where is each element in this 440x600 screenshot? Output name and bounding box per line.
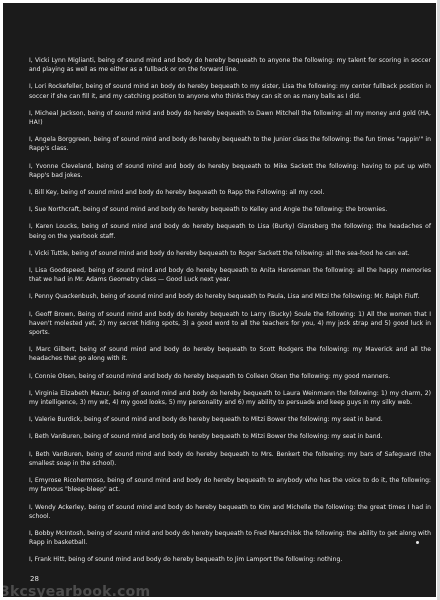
will-paragraph: I, Bill Key, being of sound mind and body do hereby bequeath to Rapp the Following: all my cool. — [29, 189, 325, 197]
will-paragraph: I, Marc Gilbert, being of sound mind and body do hereby bequeath to Scott Rodgers the following: my Maverick and all the headaches that go along with it. — [29, 346, 431, 363]
will-paragraph: I, Angela Borggreen, being of sound mind and body do hereby bequeath to the Junior class the following: the fun times "rappin'" in Rapp's class. — [29, 136, 431, 153]
will-paragraph: I, Vicki Tuttle, being of sound mind and body do hereby bequeath to Roger Sackett the following: all the sea-food he can eat. — [29, 249, 410, 257]
will-paragraph: I, Karen Loucks, being of sound mind and body do hereby bequeath to Lisa (Burky) Glansberg the following: the headaches of being on the yearbook staff. — [29, 223, 431, 240]
will-paragraph: I, Bobby McIntosh, being of sound mind and body do hereby bequeath to Fred Marschilok the following: the ability to get along with Rapp in basketball. — [29, 529, 431, 547]
will-paragraph: I, Vicki Lynn Miglianti, being of sound mind and body do hereby bequeath to anyone the following: my talent for scoring in soccer and playing as well as me either as a fullback or on the forward line. — [29, 57, 431, 74]
will-paragraph: I, Beth VanBuren, being of sound mind and body do hereby bequeath to Mrs. Benkert the following: my bars of Safeguard (the smallest soap in the school). — [29, 450, 431, 467]
will-paragraph: I, Sue Northcraft, being of sound mind and body do hereby bequeath to Kelley and Angie the following: the brownies. — [29, 206, 388, 214]
page-number: 28 — [30, 575, 39, 583]
will-paragraph: I, Virginia Elizabeth Mazur, being of sound mind and body do hereby bequeath to Laura Weinmann the following: 1) my charm, 2) my intelligence, 3) my wit, 4) my good looks, 5) my personality and 6) my ability to persuade and keep guys in my silky web. — [29, 389, 431, 407]
will-paragraph: I, Emyrose Ricohermoso, being of sound mind and body do hereby bequeath to anybody who has the voice to do it, the following: my famous "bleep-bleep" act. — [29, 477, 431, 494]
will-paragraph: I, Penny Quackenbush, being of sound mind and body do hereby bequeath to Paula, Lisa and Mitzi the following: Mr. Ralph Fluff. — [29, 293, 420, 301]
will-paragraph: I, Frank Hitt, being of sound mind and body do hereby bequeath to Jim Lamport the following: nothing. — [29, 556, 343, 564]
yearbook-page — [3, 3, 436, 597]
will-paragraph: I, Connie Olsen, being of sound mind and body do hereby bequeath to Colleen Olsen the following: my good manners. — [29, 372, 391, 380]
will-paragraph: I, Micheal Jackson, being of sound mind and body do hereby bequeath to Dawn Mitchell the following: all my money and gold (HA, HA!) — [29, 109, 431, 127]
senior-wills-text — [29, 56, 431, 573]
will-paragraph: I, Lori Rockefeller, being of sound mind an body do hereby bequeath to my sister, Lisa the following: my center fullback position in soccer if she can fill it, and my catching position to anyone who thinks they can sit on as many balls as I did. — [29, 83, 431, 100]
watermark: 3kcsyearbook.com — [0, 584, 151, 600]
will-paragraph: I, Beth VanBuren, being of sound mind and body do hereby bequeath to Mitzi Bower the following: my seat in band. — [29, 433, 383, 441]
will-paragraph: I, Lisa Goodspeed, being of sound mind and body do hereby bequeath to Anita Hanseman the following: all the happy memories that we had in Mr. Adams Geometry class — Good Luck next year. — [29, 267, 431, 284]
end-mark — [416, 541, 419, 544]
will-paragraph: I, Yvonne Cleveland, being of sound mind and body do hereby bequeath to Mike Sackett the following: having to put up with Rapp's bad jokes. — [29, 162, 431, 179]
will-paragraph: I, Geoff Brown, Being of sound mind and body do hereby bequeath to Larry (Bucky) Soule the following: 1) All the women that I haven't molested yet, 2) my secret hiding spots, 3) a good word to all the teachers for you, 4) my jock strap and 5) good luck in sports. — [29, 310, 431, 337]
will-paragraph: I, Wendy Ackerley, being of sound mind and body do hereby bequeath to Kim and Michelle the following: the great times I had in school. — [29, 503, 431, 520]
will-paragraph: I, Valerie Burdick, being of sound mind and body do hereby bequeath to Mitzi Bower the following: my seat in band. — [29, 416, 383, 424]
